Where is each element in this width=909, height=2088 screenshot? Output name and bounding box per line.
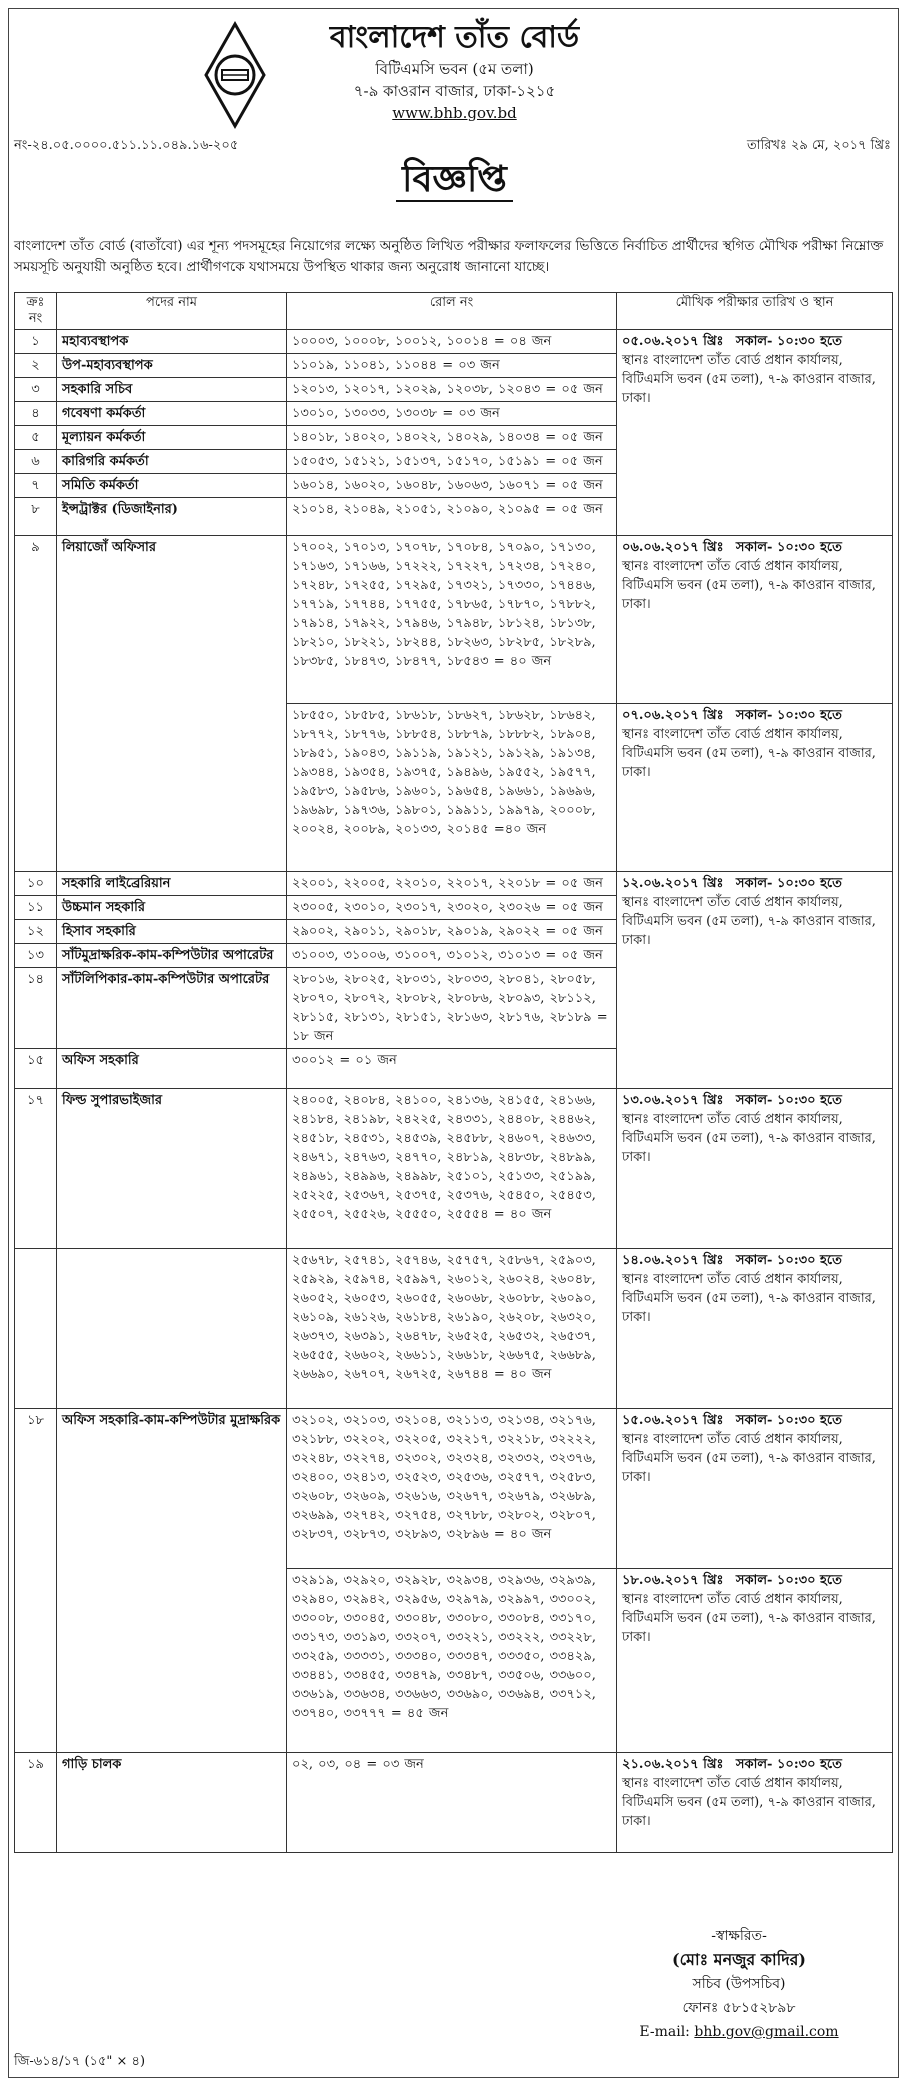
exam-time: সকাল- ১০:৩০ হতে (735, 1253, 842, 1268)
footer-reference: জি-৬১৪/১৭ (১৫" × ৪) (14, 2054, 146, 2069)
exam-venue: স্থানঃ বাংলাদেশ তাঁত বোর্ড প্রধান কার্যালয়, বিটিএমসি ভবন (৫ম তলা), ৭-৯ কাওরান বাজার, ঢাকা। (622, 727, 876, 780)
signature-block (609, 1924, 869, 2044)
post-cell: কারিগরি কর্মকর্তা (57, 450, 287, 474)
address: ৭-৯ কাওরান বাজার, ঢাকা-১২১৫ (353, 82, 556, 100)
post-cell (57, 1249, 287, 1409)
roll-cell: ৩২১০২, ৩২১০৩, ৩২১০৪, ৩২১১৩, ৩২১৩৪, ৩২১৭৬, ৩২১৮৮, ৩২২০২, ৩২২০৫, ৩২২১৭, ৩২২১৮, ৩২২২২, ৩২২৪৮, ৩২২৭৪, ৩২৩০২, ৩২৩২৪, ৩২৩৩২, ৩২৩৭৬, ৩২৪০০, ৩২৪১৩, ৩২৫২৩, ৩২৫৩৬, ৩২৫৭৭, ৩২৫৮৩, ৩২৬০৮, ৩২৬০৯, ৩২৬১৬, ৩২৬৭৭, ৩২৬৭৯, ৩২৬৮৯, ৩২৬৯৯, ৩২৭৪২, ৩২৭৫৪, ৩২৭৮৮, ৩২৮০২, ৩২৮০৭, ৩২৮৩৭, ৩২৮৭৩, ৩২৮৯৩, ৩২৮৯৬ = ৪০ জন (287, 1409, 617, 1569)
roll-cell: ১৩০১০, ১৩০৩৩, ১৩০৩৮ = ০৩ জন (287, 402, 617, 426)
exam-venue: স্থানঃ বাংলাদেশ তাঁত বোর্ড প্রধান কার্যালয়, বিটিএমসি ভবন (৫ম তলা), ৭-৯ কাওরান বাজার, ঢাকা। (622, 1592, 876, 1645)
post-cell: হিসাব সহকারি (57, 920, 287, 944)
serial-cell: ৬ (15, 450, 57, 474)
notice-title: বিজ্ঞপ্তি (396, 158, 513, 202)
roll-cell: ১১০১৯, ১১০৪১, ১১০৪৪ = ০৩ জন (287, 354, 617, 378)
roll-cell: ২১০১৪, ২১০৪৯, ২১০৫১, ২১০৯০, ২১০৯৫ = ০৫ জন (287, 498, 617, 536)
roll-cell: ১৪০১৮, ১৪০২০, ১৪০২২, ১৪০২৯, ১৪০৩৪ = ০৫ জন (287, 426, 617, 450)
col-header-schedule: মৌখিক পরীক্ষার তারিখ ও স্থান (617, 293, 893, 330)
intro-paragraph: বাংলাদেশ তাঁত বোর্ড (বাতাঁবো) এর শূন্য পদসমূহের নিয়োগের লক্ষ্যে অনুষ্ঠিত লিখিত পরীক্ষার ফলাফলের ভিত্তিতে নির্বাচিত প্রার্থীদের স্থগিত মৌখিক পরীক্ষা নিম্নোক্ত সময়সূচি অনুযায়ী অনুষ্ঠিত হবে। প্রার্থীগণকে যথাসময়ে উপস্থিত থাকার জন্য অনুরোধ জানানো যাচ্ছে। (14, 238, 884, 275)
post-cell: উপ-মহাব্যবস্থাপক (57, 354, 287, 378)
post-cell: উচ্চমান সহকারি (57, 896, 287, 920)
table-row (15, 536, 893, 704)
exam-date: ০৫.০৬.২০১৭ খ্রিঃ (622, 334, 724, 349)
website-link[interactable]: www.bhb.gov.bd (392, 104, 517, 122)
post-cell: সাঁটলিপিকার-কাম-কম্পিউটার অপারেটর (57, 968, 287, 1049)
post-cell: মূল্যায়ন কর্মকর্তা (57, 426, 287, 450)
serial-cell: ১৫ (15, 1049, 57, 1089)
post-cell: গাড়ি চালক (57, 1753, 287, 1853)
schedule-cell (617, 872, 893, 1089)
exam-date: ১৪.০৬.২০১৭ খ্রিঃ (622, 1253, 724, 1268)
roll-cell: ২৩০০৫, ২৩০১০, ২৩০১৭, ২৩০২০, ২৩০২৬ = ০৫ জন (287, 896, 617, 920)
post-cell: ইন্সট্রাক্টর (ডিজাইনার) (57, 498, 287, 536)
exam-time: সকাল- ১০:৩০ হতে (735, 540, 842, 555)
roll-cell: ০২, ০৩, ০৪ = ০৩ জন (287, 1753, 617, 1853)
post-cell: অফিস সহকারি (57, 1049, 287, 1089)
post-cell: লিয়াজোঁ অফিসার (57, 536, 287, 872)
post-cell: সাঁটমুদ্রাক্ষরিক-কাম-কম্পিউটার অপারেটর (57, 944, 287, 968)
roll-cell: ১০০০৩, ১০০০৮, ১০০১২, ১০০১৪ = ০৪ জন (287, 330, 617, 354)
post-cell: মহাব্যবস্থাপক (57, 330, 287, 354)
table-row (15, 872, 893, 896)
exam-date: ১৮.০৬.২০১৭ খ্রিঃ (622, 1573, 724, 1588)
serial-cell: ৭ (15, 474, 57, 498)
schedule-table (14, 292, 893, 1853)
exam-venue: স্থানঃ বাংলাদেশ তাঁত বোর্ড প্রধান কার্যালয়, বিটিএমসি ভবন (৫ম তলা), ৭-৯ কাওরান বাজার, ঢাকা। (622, 1776, 876, 1829)
serial-cell: ২ (15, 354, 57, 378)
schedule-cell (617, 1249, 893, 1409)
roll-cell: ১৭০০২, ১৭০১৩, ১৭০৭৮, ১৭০৮৪, ১৭০৯০, ১৭১৩০, ১৭১৬৩, ১৭১৬৬, ১৭২২২, ১৭২২৭, ১৭২৩৪, ১৭২৪০, ১৭২৪৮, ১৭২৫৫, ১৭২৯৫, ১৭৩২১, ১৭৩৩০, ১৭৪৪৬, ১৭৭১৯, ১৭৭৪৪, ১৭৭৫৫, ১৭৮৬৫, ১৭৮৭০, ১৭৮৮২, ১৭৯১৪, ১৭৯২২, ১৭৯৪৬, ১৭৯৪৮, ১৮১২৪, ১৮১৩৮, ১৮২১০, ১৮২২১, ১৮২৪৪, ১৮২৬৩, ১৮২৮৫, ১৮২৮৯, ১৮৩৮৫, ১৮৪৭৩, ১৮৪৭৭, ১৮৫৪৩ = ৪০ জন (287, 536, 617, 704)
table-row (15, 1089, 893, 1249)
email-link[interactable]: bhb.gov@gmail.com (694, 2024, 839, 2040)
schedule-cell (617, 1569, 893, 1753)
post-cell: সহকারি সচিব (57, 378, 287, 402)
notice-date: তারিখঃ ২৯ মে, ২০১৭ খ্রিঃ (746, 138, 891, 153)
exam-venue: স্থানঃ বাংলাদেশ তাঁত বোর্ড প্রধান কার্যালয়, বিটিএমসি ভবন (৫ম তলা), ৭-৯ কাওরান বাজার, ঢাকা। (622, 559, 876, 612)
col-header-post: পদের নাম (57, 293, 287, 330)
exam-time: সকাল- ১০:৩০ হতে (735, 876, 842, 891)
exam-date: ২১.০৬.২০১৭ খ্রিঃ (622, 1757, 724, 1772)
signatory-phone: ফোনঃ ৫৮১৫২৮৯৮ (682, 2000, 796, 2016)
building-name: বিটিএমসি ভবন (৫ম তলা) (375, 60, 534, 78)
org-name: বাংলাদেশ তাঁত বোর্ড (329, 20, 580, 55)
table-row (15, 1753, 893, 1853)
exam-date: ০৬.০৬.২০১৭ খ্রিঃ (622, 540, 724, 555)
exam-time: সকাল- ১০:৩০ হতে (735, 1413, 842, 1428)
schedule-cell (617, 1409, 893, 1569)
post-cell: গবেষণা কর্মকর্তা (57, 402, 287, 426)
roll-cell: ২৪০০৫, ২৪০৮৪, ২৪১০০, ২৪১৩৬, ২৪১৫৫, ২৪১৬৬, ২৪১৮৪, ২৪১৯৮, ২৪২২৫, ২৪৩৩১, ২৪৪০৮, ২৪৪৬২, ২৪৫১৮, ২৪৫৩১, ২৪৫৩৯, ২৪৫৮৮, ২৪৬০৭, ২৪৬৩৩, ২৪৬৭১, ২৪৭৬৩, ২৪৭৭০, ২৪৮১৯, ২৪৮৩৮, ২৪৮৯৯, ২৪৯৬১, ২৪৯৯৬, ২৪৯৯৮, ২৫১০১, ২৫১৩৩, ২৫১৯৯, ২৫২২৫, ২৫৩৬৭, ২৫৩৭৫, ২৫৩৭৬, ২৫৪৫০, ২৫৪৫৩, ২৫৫০৭, ২৫৫২৬, ২৫৫৫০, ২৫৫৫৪ = ৪০ জন (287, 1089, 617, 1249)
serial-cell: ৮ (15, 498, 57, 536)
roll-cell: ১৬০১৪, ১৬০২০, ১৬০৪৮, ১৬০৬৩, ১৬০৭১ = ০৫ জন (287, 474, 617, 498)
serial-cell (15, 1249, 57, 1409)
table-header-row (15, 293, 893, 330)
exam-date: ১৩.০৬.২০১৭ খ্রিঃ (622, 1093, 724, 1108)
exam-venue: স্থানঃ বাংলাদেশ তাঁত বোর্ড প্রধান কার্যালয়, বিটিএমসি ভবন (৫ম তলা), ৭-৯ কাওরান বাজার, ঢাকা। (622, 353, 876, 406)
table-row (15, 1249, 893, 1409)
serial-cell: ১১ (15, 896, 57, 920)
schedule-cell (617, 330, 893, 536)
exam-date: ১৫.০৬.২০১৭ খ্রিঃ (622, 1413, 724, 1428)
serial-cell: ১২ (15, 920, 57, 944)
serial-cell: ১ (15, 330, 57, 354)
exam-time: সকাল- ১০:৩০ হতে (735, 708, 842, 723)
serial-cell: ১৩ (15, 944, 57, 968)
schedule-cell (617, 1753, 893, 1853)
roll-cell: ৩১০০৩, ৩১০০৬, ৩১০০৭, ৩১০১২, ৩১০১৩ = ০৫ জন (287, 944, 617, 968)
signed-label: -স্বাক্ষরিত- (711, 1928, 767, 1944)
serial-cell: ৯ (15, 536, 57, 872)
roll-cell: ২২০০১, ২২০০৫, ২২০১০, ২২০১৭, ২২০১৮ = ০৫ জন (287, 872, 617, 896)
roll-cell: ১২০১৩, ১২০১৭, ১২০২৯, ১২০৩৮, ১২০৪৩ = ০৫ জন (287, 378, 617, 402)
schedule-cell (617, 536, 893, 704)
exam-date: ০৭.০৬.২০১৭ খ্রিঃ (622, 708, 724, 723)
exam-time: সকাল- ১০:৩০ হতে (735, 1757, 842, 1772)
serial-cell: ১৯ (15, 1753, 57, 1853)
exam-date: ১২.০৬.২০১৭ খ্রিঃ (622, 876, 724, 891)
serial-cell: ৪ (15, 402, 57, 426)
schedule-cell (617, 704, 893, 872)
post-cell: সহকারি লাইব্রেরিয়ান (57, 872, 287, 896)
exam-time: সকাল- ১০:৩০ হতে (735, 1573, 842, 1588)
roll-cell: ১৫০৫৩, ১৫১২১, ১৫১৩৭, ১৫১৭০, ১৫১৯১ = ০৫ জন (287, 450, 617, 474)
exam-venue: স্থানঃ বাংলাদেশ তাঁত বোর্ড প্রধান কার্যালয়, বিটিএমসি ভবন (৫ম তলা), ৭-৯ কাওরান বাজার, ঢাকা। (622, 1432, 876, 1485)
roll-cell: ২৯০০২, ২৯০১১, ২৯০১৮, ২৯০১৯, ২৯০২২ = ০৫ জন (287, 920, 617, 944)
serial-cell: ৫ (15, 426, 57, 450)
roll-cell: ১৮৫৫০, ১৮৫৮৫, ১৮৬১৮, ১৮৬২৭, ১৮৬২৮, ১৮৬৪২, ১৮৭৭২, ১৮৭৭৬, ১৮৮৫৪, ১৮৮৭৯, ১৮৮৮২, ১৮৯০৪, ১৮৯৫১, ১৯০৪৩, ১৯১১৯, ১৯১২১, ১৯১২৯, ১৯১৩৪, ১৯৩৪৪, ১৯৩৫৪, ১৯৩৭৫, ১৯৪৯৬, ১৯৫৫২, ১৯৫৭৭, ১৯৫৮৩, ১৯৫৮৬, ১৯৬০১, ১৯৬৫৪, ১৯৬৬১, ১৯৬৯৬, ১৯৬৯৮, ১৯৭৩৬, ১৯৮০১, ১৯৯১১, ১৯৯৭৯, ২০০০৮, ২০০২৪, ২০০৮৯, ২০১৩৩, ২০১৪৫ =৪০ জন (287, 704, 617, 872)
serial-cell: ১৪ (15, 968, 57, 1049)
post-cell: ফিল্ড সুপারভাইজার (57, 1089, 287, 1249)
post-cell: সমিতি কর্মকর্তা (57, 474, 287, 498)
exam-time: সকাল- ১০:৩০ হতে (735, 334, 842, 349)
exam-time: সকাল- ১০:৩০ হতে (735, 1093, 842, 1108)
exam-venue: স্থানঃ বাংলাদেশ তাঁত বোর্ড প্রধান কার্যালয়, বিটিএমসি ভবন (৫ম তলা), ৭-৯ কাওরান বাজার, ঢাকা। (622, 895, 876, 948)
table-row (15, 1409, 893, 1569)
signatory-name: (মোঃ মনজুর কাদির) (672, 1950, 806, 1969)
col-header-roll: রোল নং (287, 293, 617, 330)
post-cell: অফিস সহকারি-কাম-কম্পিউটার মুদ্রাক্ষরিক (57, 1409, 287, 1753)
col-header-serial: ক্রঃ নং (15, 293, 57, 330)
signatory-designation: সচিব (উপসচিব) (692, 1976, 786, 1992)
notice-title-wrap (0, 152, 909, 212)
roll-cell: ২৮০১৬, ২৮০২৫, ২৮০৩১, ২৮০৩৩, ২৮০৪১, ২৮০৫৮, ২৮০৭০, ২৮০৭২, ২৮০৮২, ২৮০৮৬, ২৮০৯৩, ২৮১১২, ২৮১১৫, ২৮১৩১, ২৮১৫১, ২৮১৬৩, ২৮১৭৬, ২৮১৮৯ = ১৮ জন (287, 968, 617, 1049)
serial-cell: ১৮ (15, 1409, 57, 1753)
serial-cell: ১৭ (15, 1089, 57, 1249)
roll-cell: ৩২৯১৯, ৩২৯২০, ৩২৯২৮, ৩২৯৩৪, ৩২৯৩৬, ৩২৯৩৯, ৩২৯৪০, ৩২৯৪২, ৩২৯৫৬, ৩২৯৭৯, ৩২৯৯৭, ৩৩০০২, ৩৩০০৮, ৩৩০৪৫, ৩৩০৪৮, ৩৩০৮০, ৩৩০৮৪, ৩৩১৭০, ৩৩১৭৩, ৩৩১৯৩, ৩৩২০৭, ৩৩২২১, ৩৩২২২, ৩৩২২৮, ৩৩২৫৯, ৩৩৩৩১, ৩৩৩৪০, ৩৩৩৪৭, ৩৩৩৫০, ৩৩৪২৯, ৩৩৪৪১, ৩৩৪৫৫, ৩৩৪৭৯, ৩৩৪৮৭, ৩৩৫০৬, ৩৩৬০০, ৩৩৬১৯, ৩৩৬৩৪, ৩৩৬৬৩, ৩৩৬৯০, ৩৩৬৯৪, ৩৩৭১২, ৩৩৭৪০, ৩৩৭৭৭ = ৪৫ জন (287, 1569, 617, 1753)
exam-venue: স্থানঃ বাংলাদেশ তাঁত বোর্ড প্রধান কার্যালয়, বিটিএমসি ভবন (৫ম তলা), ৭-৯ কাওরান বাজার, ঢাকা। (622, 1272, 876, 1325)
roll-cell: ২৫৬৭৮, ২৫৭৪১, ২৫৭৪৬, ২৫৭৫৭, ২৫৮৬৭, ২৫৯০৩, ২৫৯২৯, ২৫৯৭৪, ২৫৯৯৭, ২৬০১২, ২৬০২৪, ২৬০৪৮, ২৬০৫২, ২৬০৫৩, ২৬০৫৫, ২৬০৬৮, ২৬০৮৮, ২৬০৯০, ২৬১০৯, ২৬১২৬, ২৬১৮৪, ২৬১৯০, ২৬২০৮, ২৬৩২০, ২৬৩৭৩, ২৬৩৯১, ২৬৪৭৮, ২৬৫২৫, ২৬৫৩২, ২৬৫৩৭, ২৬৫৫৫, ২৬৬০২, ২৬৬১১, ২৬৬১৮, ২৬৬৭৫, ২৬৬৮৯, ২৬৬৯০, ২৬৭০৭, ২৬৭২৫, ২৬৭৪৪ = ৪০ জন (287, 1249, 617, 1409)
email-label: E-mail: (639, 2024, 690, 2040)
schedule-cell (617, 1089, 893, 1249)
exam-venue: স্থানঃ বাংলাদেশ তাঁত বোর্ড প্রধান কার্যালয়, বিটিএমসি ভবন (৫ম তলা), ৭-৯ কাওরান বাজার, ঢাকা। (622, 1112, 876, 1165)
memo-number: নং-২৪.০৫.০০০০.৫১১.১১.০৪৯.১৬-২০৫ (14, 138, 239, 153)
roll-cell: ৩০০১২ = ০১ জন (287, 1049, 617, 1089)
serial-cell: ১০ (15, 872, 57, 896)
serial-cell: ৩ (15, 378, 57, 402)
table-row (15, 330, 893, 354)
letterhead (0, 18, 909, 124)
